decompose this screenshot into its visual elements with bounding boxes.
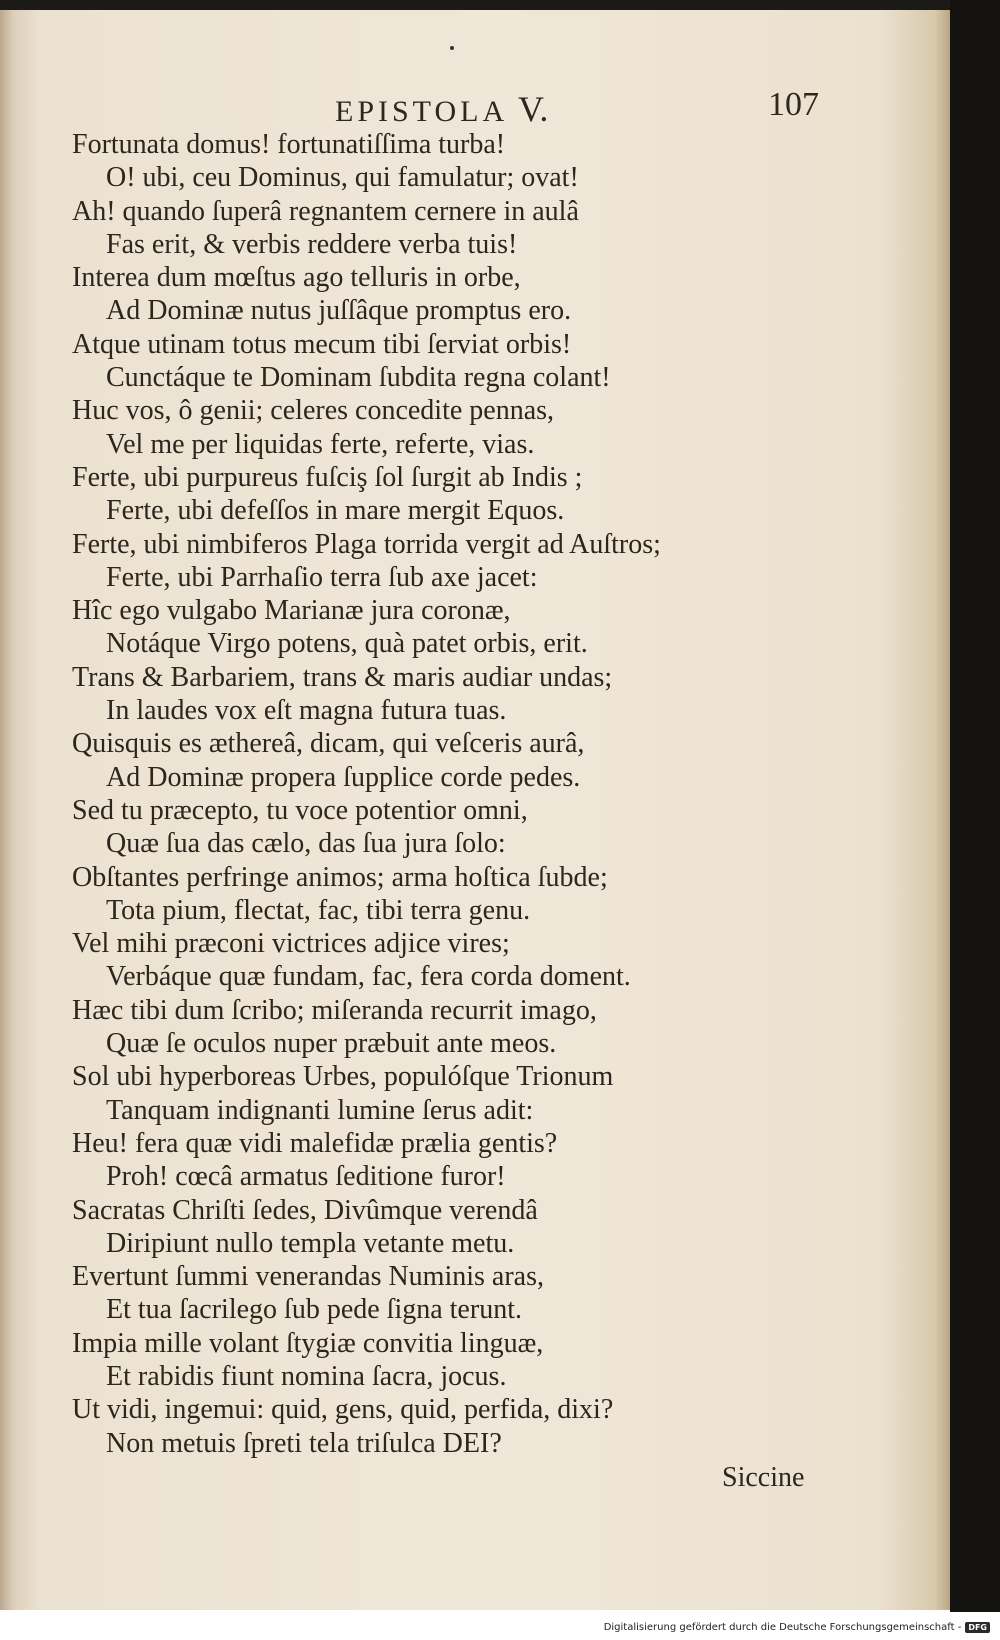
scan-right-edge — [950, 0, 1000, 1612]
verse-line: In laudes vox eſt magna futura tuas. — [106, 695, 507, 727]
verse-line: Obſtantes perfringe animos; arma hoſtica ſubde; — [72, 861, 608, 893]
verse-line: Huc vos, ô genii; celeres concedite pennas, — [72, 395, 555, 427]
verse-line: Sol ubi hyperboreas Urbes, populóſque Trionum — [72, 1061, 614, 1093]
verse-line: Impia mille volant ſtygiæ convitia linguæ, — [72, 1327, 544, 1359]
verse-line: O! ubi, ceu Dominus, qui famulatur; ovat! — [106, 162, 579, 194]
verse-line: Verbáque quæ fundam, fac, fera corda doment. — [106, 961, 631, 993]
verse-line: Hîc ego vulgabo Marianæ jura coronæ, — [72, 595, 511, 627]
verse-line: Sed tu præcepto, tu voce potentior omni, — [72, 794, 528, 826]
verse-line: Quisquis es æthereâ, dicam, qui veſceris aurâ, — [72, 728, 585, 760]
verse-line: Evertunt ſummi venerandas Numinis aras, — [72, 1261, 544, 1293]
verse-line: Ad Dominæ propera ſupplice corde pedes. — [106, 761, 581, 793]
verse-line: Fas erit, & verbis reddere verba tuis! — [106, 228, 518, 260]
verse-line: Ad Dominæ nutus juſſâque promptus ero. — [106, 295, 572, 327]
running-head — [335, 88, 548, 130]
verse-line: Atque utinam totus mecum tibi ſerviat orbis! — [72, 328, 572, 360]
verse-line: Et tua ſacrilego ſub pede ſigna terunt. — [106, 1294, 522, 1326]
verse-line: Vel mihi præconi victrices adjice vires; — [72, 928, 510, 960]
verse-line: Tanquam indignanti lumine ſerus adit: — [106, 1094, 534, 1126]
verse-line: Non metuis ſpreti tela triſulca DEI? — [106, 1427, 502, 1459]
verse-line: Quæ ſua das cælo, das ſua jura ſolo: — [106, 828, 506, 860]
verse-line: Ferte, ubi purpureus fuſciş ſol ſurgit ab Indis ; — [72, 461, 583, 493]
running-head-numeral: V. — [517, 89, 549, 129]
catchword: Siccine — [722, 1462, 805, 1493]
verse-line: Diripiunt nullo templa vetante metu. — [106, 1227, 515, 1259]
verse-line: Ferte, ubi Parrhaſio terra ſub axe jacet: — [106, 561, 538, 593]
ink-dot — [450, 46, 454, 50]
footer-text: Digitalisierung gefördert durch die Deutsche Forschungsgemeinschaft - — [603, 1622, 962, 1633]
dfg-logo-icon: DFG — [965, 1622, 990, 1633]
verse-line: Trans & Barbariem, trans & maris audiar undas; — [72, 661, 613, 693]
verse-line: Fortunata domus! fortunatiſſima turba! — [72, 129, 506, 160]
verse-line: Ah! quando ſuperâ regnantem cernere in aulâ — [72, 195, 579, 227]
footer-credit — [604, 1622, 990, 1633]
verse-line: Cunctáque te Dominam ſubdita regna colant! — [106, 362, 611, 394]
verse-line: Et rabidis fiunt nomina ſacra, jocus. — [106, 1360, 507, 1392]
verse-line: Heu! fera quæ vidi malefidæ prælia gentis? — [72, 1127, 558, 1159]
running-head-title: EPISTOLA — [335, 95, 507, 128]
verse-line: Sacratas Chriſti ſedes, Divûmque verendâ — [72, 1194, 538, 1226]
verse-line: Quæ ſe oculos nuper præbuit ante meos. — [106, 1028, 557, 1060]
verse-line: Notáque Virgo potens, quà patet orbis, erit. — [106, 628, 588, 660]
verse-line: Tota pium, flectat, fac, tibi terra genu. — [106, 894, 531, 926]
verse-line: Proh! cœcâ armatus ſeditione furor! — [106, 1161, 506, 1193]
verse-line: Vel me per liquidas ferte, referte, vias. — [106, 428, 535, 460]
verse-line: Ferte, ubi defeſſos in mare mergit Equos. — [106, 495, 565, 527]
verse-line: Ut vidi, ingemui: quid, gens, quid, perfida, dixi? — [72, 1394, 614, 1426]
verse-line: Interea dum mœſtus ago telluris in orbe, — [72, 262, 521, 294]
verse-line: Hæc tibi dum ſcribo; miſeranda recurrit imago, — [72, 994, 597, 1026]
verse-block — [72, 128, 832, 1460]
verse-line: Ferte, ubi nimbiferos Plaga torrida vergit ad Auſtros; — [72, 528, 661, 560]
page-number: 107 — [768, 86, 819, 123]
